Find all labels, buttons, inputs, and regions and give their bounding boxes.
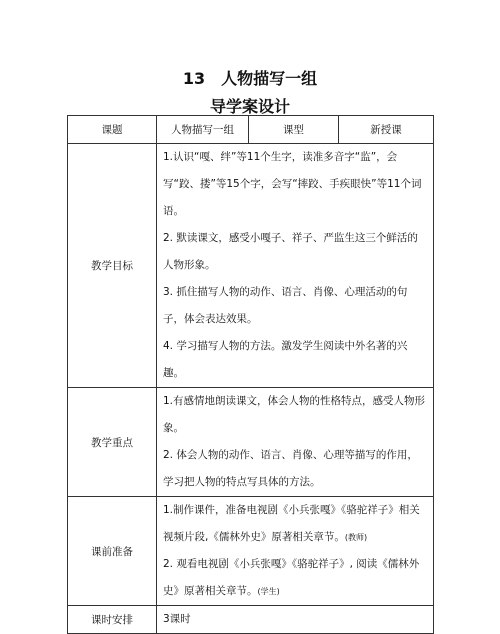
objective-item: 2. 默读课文，感受小嘎子、祥子、严监生这三个鲜活的人物形象。 bbox=[163, 232, 418, 271]
lesson-type-label: 课型 bbox=[249, 116, 339, 144]
objective-item: 3. 抓住描写人物的动作、语言、肖像、心理活动的句子，体会表达效果。 bbox=[163, 286, 408, 325]
key-point-item: 1.有感情地朗读课文，体会人物的性格特点，感受人物形象。 bbox=[163, 395, 426, 434]
objective-item: 4. 学习描写人物的方法。激发学生阅读中外名著的兴趣。 bbox=[163, 340, 408, 379]
key-points-row bbox=[68, 388, 434, 497]
lesson-type-value: 新授课 bbox=[339, 116, 434, 144]
objectives-content bbox=[157, 144, 434, 388]
preparation-item bbox=[157, 497, 433, 551]
preparation-row bbox=[68, 497, 434, 606]
key-point-item: 2. 体会人物的动作、语言、肖像、心理等描写的作用，学习把人物的特点写具体的方法。 bbox=[163, 449, 418, 488]
schedule-row bbox=[68, 606, 434, 634]
objectives-row bbox=[68, 144, 434, 388]
preparation-item-note: (教师) bbox=[344, 533, 368, 542]
header-row bbox=[68, 116, 434, 144]
topic-value: 人物描写一组 bbox=[157, 116, 249, 144]
schedule-label: 课时安排 bbox=[68, 606, 157, 634]
preparation-content bbox=[157, 497, 434, 606]
lesson-title: 13 人物描写一组 bbox=[182, 69, 318, 88]
preparation-item bbox=[157, 551, 433, 605]
preparation-item-text: 2. 观看电视剧《小兵张嘎》《骆驼祥子》, 阅读《儒林外史》原著相关章节。 bbox=[163, 558, 420, 597]
objectives-label: 教学目标 bbox=[68, 144, 157, 388]
topic-label: 课题 bbox=[68, 116, 157, 144]
document-subtitle: 导学案设计 bbox=[209, 97, 290, 116]
key-points-label: 教学重点 bbox=[68, 388, 157, 497]
schedule-value bbox=[157, 606, 434, 634]
preparation-item-text: 1.制作课件，准备电视剧《小兵张嘎》《骆驼祥子》相关视频片段,《儒林外史》原著相关章节。 bbox=[163, 504, 420, 543]
preparation-label: 课前准备 bbox=[68, 497, 157, 606]
schedule-text: 3课时 bbox=[163, 613, 191, 625]
preparation-item-note: (学生) bbox=[257, 587, 280, 596]
lesson-plan-table bbox=[67, 115, 434, 634]
objective-item: 1.认识“嘎、绊”等11个生字，读准多音字“监”，会写“跤、搂”等15个字，会写“摔跤、手疾眼快”等11个词语。 bbox=[163, 151, 422, 217]
key-points-content bbox=[157, 388, 434, 497]
